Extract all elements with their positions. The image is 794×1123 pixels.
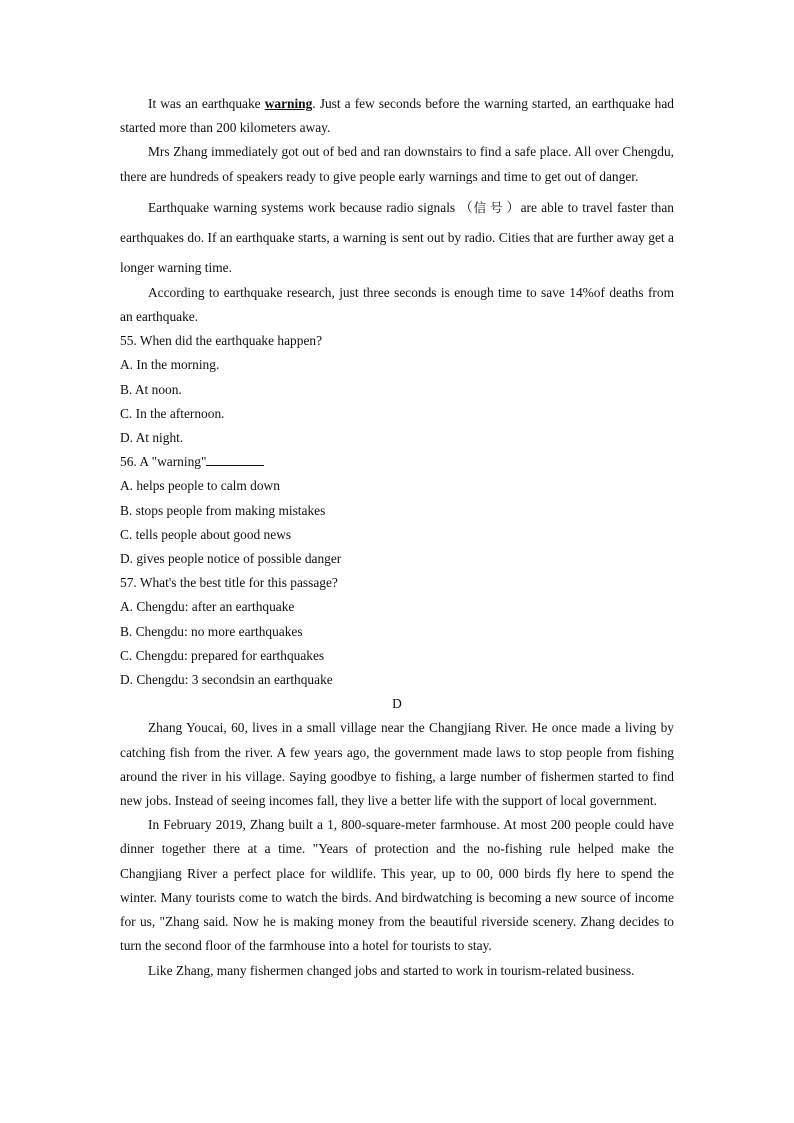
option-57-d: D. Chengdu: 3 secondsin an earthquake — [120, 672, 333, 688]
passage-d-paragraph-3: Like Zhang, many fishermen changed jobs and started to work in tourism-related business. — [148, 962, 635, 978]
option-57-b: B. Chengdu: no more earthquakes — [120, 623, 303, 639]
question-56 — [120, 450, 674, 474]
document-page — [120, 92, 674, 983]
text-span: ）are able to travel faster than earthquakes do. If an earthquake starts, a warning is sent out by radio. Cities that are further away get a longer warning time. — [120, 199, 674, 275]
passage-d-paragraph-2: In February 2019, Zhang built a 1, 800-square-meter farmhouse. At most 200 people could have dinner together there at a time. "Years of protection and the no-fishing rule helped make the Changjiang River a perfect place for wildlife. This year, up to 00, 000 birds fly here to spend the winter. Many tourists come to watch the birds. And birdwatching is becoming a new source of income for us, "Zhang said. Now he is making money from the beautiful riverside scenery. Zhang decides to turn the second floor of the farmhouse into a hotel for tourists to stay. — [120, 817, 674, 954]
question-56-stem: 56. A "warning" — [120, 454, 207, 470]
option-55-a: A. In the morning. — [120, 357, 220, 373]
keyword-warning: warning — [264, 96, 313, 111]
option-56-b: B. stops people from making mistakes — [120, 502, 326, 518]
text-span: . Just a few seconds before the warning started, an earthquake had started more than 200 kilometers away. — [120, 96, 674, 136]
option-56-a: A. helps people to calm down — [120, 478, 280, 494]
option-57-c: C. Chengdu: prepared for earthquakes — [120, 647, 325, 663]
answer-blank — [206, 454, 264, 466]
passage-d-paragraph-1: Zhang Youcai, 60, lives in a small village near the Changjiang River. He once made a living by catching fish from the river. A few years ago, the government made laws to stop people from fishing around the river in his village. Saying goodbye to fishing, a large number of fishermen started to find new jobs. Instead of seeing incomes fall, they live a better life with the support of local government. — [120, 720, 674, 809]
option-56-d: D. gives people notice of possible danger — [120, 551, 342, 567]
option-56-c: C. tells people about good news — [120, 526, 292, 542]
option-55-b: B. At noon. — [120, 381, 182, 397]
question-55: 55. When did the earthquake happen? — [120, 333, 323, 349]
question-57: 57. What's the best title for this passage? — [120, 575, 338, 591]
option-55-d: D. At night. — [120, 430, 184, 446]
text-span: Earthquake warning systems work because radio signals （ — [148, 199, 474, 215]
passage-c-paragraph-3 — [120, 193, 674, 283]
option-55-c: C. In the afternoon. — [120, 405, 225, 421]
text-span: It was an earthquake — [148, 96, 265, 111]
section-heading-d: D — [392, 696, 402, 712]
chinese-gloss: 信号 — [473, 199, 507, 215]
option-57-a: A. Chengdu: after an earthquake — [120, 599, 295, 615]
passage-c-paragraph-2: Mrs Zhang immediately got out of bed and ran downstairs to find a safe place. All over Chengdu, there are hundreds of speakers ready to give people early warnings and time to get out of danger. — [120, 144, 674, 184]
passage-c-paragraph-1 — [120, 92, 674, 140]
passage-c-paragraph-4: According to earthquake research, just three seconds is enough time to save 14%of deaths from an earthquake. — [120, 284, 674, 325]
